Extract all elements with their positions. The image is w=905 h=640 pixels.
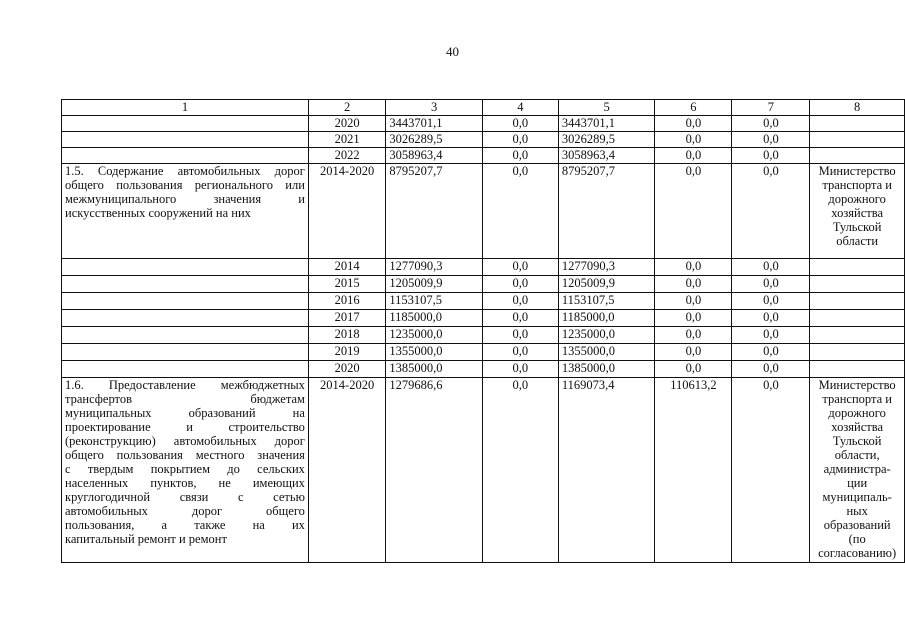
table-row [62, 276, 905, 293]
executor-cell-empty [810, 132, 905, 148]
value-cell: 1355000,0 [386, 344, 483, 361]
header-row [62, 100, 905, 116]
activity-cell-empty [62, 132, 309, 148]
executor-cell [810, 378, 905, 563]
value-cell: 1277090,3 [386, 259, 483, 276]
value-cell: 0,0 [655, 164, 732, 259]
header-cell: 7 [732, 100, 810, 116]
executor-line: согласованию) [818, 546, 897, 560]
value-cell: 0,0 [482, 378, 558, 563]
value-cell: 1355000,0 [558, 344, 655, 361]
activity-line: с твердым покрытием до сельских [65, 462, 305, 476]
executor-cell-empty [810, 276, 905, 293]
year-cell: 2020 [308, 116, 385, 132]
executor-cell-empty [810, 259, 905, 276]
executor-line: хозяйства [831, 420, 883, 434]
value-cell: 8795207,7 [558, 164, 655, 259]
value-cell: 0,0 [482, 132, 558, 148]
executor-line: образований [823, 518, 891, 532]
header-cell: 2 [308, 100, 385, 116]
value-cell: 0,0 [732, 344, 810, 361]
value-cell: 0,0 [655, 116, 732, 132]
value-cell: 1385000,0 [386, 361, 483, 378]
value-cell: 0,0 [732, 293, 810, 310]
activity-row [62, 164, 905, 259]
value-cell: 1169073,4 [558, 378, 655, 563]
value-cell: 0,0 [482, 327, 558, 344]
value-cell: 0,0 [655, 327, 732, 344]
program-table [61, 99, 905, 563]
table-row [62, 310, 905, 327]
activity-line: капитальный ремонт и ремонт [65, 532, 227, 546]
value-cell: 1185000,0 [386, 310, 483, 327]
activity-line: проектирование и строительство [65, 420, 305, 434]
value-cell: 0,0 [655, 310, 732, 327]
table-row [62, 259, 905, 276]
page-number: 40 [446, 44, 459, 59]
value-cell: 1385000,0 [558, 361, 655, 378]
header-cell: 1 [62, 100, 309, 116]
executor-line: Тульской [832, 434, 882, 448]
activity-cell-empty [62, 276, 309, 293]
value-cell: 0,0 [482, 148, 558, 164]
value-cell: 0,0 [482, 293, 558, 310]
value-cell: 0,0 [482, 344, 558, 361]
activity-cell-empty [62, 116, 309, 132]
value-cell: 0,0 [655, 148, 732, 164]
value-cell: 0,0 [732, 148, 810, 164]
value-cell: 0,0 [482, 361, 558, 378]
table-row [62, 327, 905, 344]
activity-line: общего пользования местного значения [65, 448, 305, 462]
value-cell: 3058963,4 [558, 148, 655, 164]
activity-cell-empty [62, 148, 309, 164]
value-cell: 1277090,3 [558, 259, 655, 276]
year-cell: 2017 [308, 310, 385, 327]
year-cell: 2014 [308, 259, 385, 276]
executor-cell-empty [810, 361, 905, 378]
activity-line: 1.5. Содержание автомобильных дорог [65, 164, 305, 178]
value-cell: 0,0 [732, 378, 810, 563]
executor-line: муниципаль- [822, 490, 892, 504]
value-cell: 8795207,7 [386, 164, 483, 259]
activity-cell-empty [62, 344, 309, 361]
executor-line: (по [848, 532, 866, 546]
period-cell: 2014-2020 [308, 164, 385, 259]
executor-line: транспорта и [822, 178, 892, 192]
value-cell: 1153107,5 [558, 293, 655, 310]
value-cell: 0,0 [732, 276, 810, 293]
activity-row [62, 378, 905, 563]
activity-description [62, 164, 309, 259]
activity-line: 1.6. Предоставление межбюджетных [65, 378, 305, 392]
executor-cell-empty [810, 293, 905, 310]
value-cell: 0,0 [732, 259, 810, 276]
table-row [62, 148, 905, 164]
value-cell: 1235000,0 [558, 327, 655, 344]
year-cell: 2016 [308, 293, 385, 310]
value-cell: 0,0 [655, 344, 732, 361]
period-cell: 2014-2020 [308, 378, 385, 563]
value-cell: 0,0 [732, 116, 810, 132]
value-cell: 3026289,5 [558, 132, 655, 148]
activity-cell-empty [62, 310, 309, 327]
value-cell: 0,0 [482, 276, 558, 293]
activity-line: (реконструкцию) автомобильных дорог [65, 434, 305, 448]
value-cell: 0,0 [655, 293, 732, 310]
executor-line: транспорта и [822, 392, 892, 406]
value-cell: 3058963,4 [386, 148, 483, 164]
executor-line: области, [834, 448, 880, 462]
table-row [62, 293, 905, 310]
activity-cell-empty [62, 361, 309, 378]
executor-line: Министерство [818, 164, 896, 178]
executor-line: области [836, 234, 879, 248]
executor-line: хозяйства [831, 206, 883, 220]
activity-cell-empty [62, 259, 309, 276]
value-cell: 1279686,6 [386, 378, 483, 563]
value-cell: 1153107,5 [386, 293, 483, 310]
value-cell: 0,0 [655, 259, 732, 276]
table-row [62, 116, 905, 132]
activity-line: трансфертов бюджетам [65, 392, 305, 406]
value-cell: 0,0 [655, 276, 732, 293]
table-row [62, 344, 905, 361]
year-cell: 2020 [308, 361, 385, 378]
value-cell: 3443701,1 [386, 116, 483, 132]
executor-line: Министерство [818, 378, 896, 392]
value-cell: 0,0 [732, 164, 810, 259]
executor-cell-empty [810, 327, 905, 344]
year-cell: 2018 [308, 327, 385, 344]
value-cell: 110613,2 [655, 378, 732, 563]
value-cell: 3443701,1 [558, 116, 655, 132]
activity-line: круглогодичной связи с сетью [65, 490, 305, 504]
year-cell: 2022 [308, 148, 385, 164]
activity-line: муниципальных образований на [65, 406, 305, 420]
executor-line: ции [847, 476, 868, 490]
value-cell: 0,0 [655, 132, 732, 148]
value-cell: 1235000,0 [386, 327, 483, 344]
executor-line: администра- [823, 462, 891, 476]
value-cell: 0,0 [482, 164, 558, 259]
activity-cell-empty [62, 293, 309, 310]
header-cell: 5 [558, 100, 655, 116]
value-cell: 1205009,9 [558, 276, 655, 293]
value-cell: 1205009,9 [386, 276, 483, 293]
executor-line: ных [846, 504, 868, 518]
value-cell: 0,0 [482, 310, 558, 327]
value-cell: 0,0 [732, 327, 810, 344]
value-cell: 0,0 [482, 116, 558, 132]
activity-line: населенных пунктов, не имеющих [65, 476, 305, 490]
activity-line: искусственных сооружений на них [65, 206, 251, 220]
value-cell: 0,0 [732, 132, 810, 148]
value-cell: 0,0 [655, 361, 732, 378]
activity-line: общего пользования регионального или [65, 178, 305, 192]
executor-cell [810, 164, 905, 259]
activity-line: автомобильных дорог общего [65, 504, 305, 518]
header-cell: 3 [386, 100, 483, 116]
executor-cell-empty [810, 148, 905, 164]
table-row [62, 361, 905, 378]
value-cell: 0,0 [732, 361, 810, 378]
header-cell: 8 [810, 100, 905, 116]
executor-cell-empty [810, 116, 905, 132]
year-cell: 2021 [308, 132, 385, 148]
value-cell: 1185000,0 [558, 310, 655, 327]
executor-cell-empty [810, 344, 905, 361]
executor-line: дорожного [828, 406, 886, 420]
header-cell: 6 [655, 100, 732, 116]
activity-cell-empty [62, 327, 309, 344]
executor-line: дорожного [828, 192, 886, 206]
header-cell: 4 [482, 100, 558, 116]
year-cell: 2019 [308, 344, 385, 361]
table-row [62, 132, 905, 148]
executor-line: Тульской [832, 220, 882, 234]
activity-line: пользования, а также на их [65, 518, 305, 532]
value-cell: 3026289,5 [386, 132, 483, 148]
year-cell: 2015 [308, 276, 385, 293]
executor-cell-empty [810, 310, 905, 327]
activity-line: межмуниципального значения и [65, 192, 305, 206]
value-cell: 0,0 [732, 310, 810, 327]
activity-description [62, 378, 309, 563]
value-cell: 0,0 [482, 259, 558, 276]
